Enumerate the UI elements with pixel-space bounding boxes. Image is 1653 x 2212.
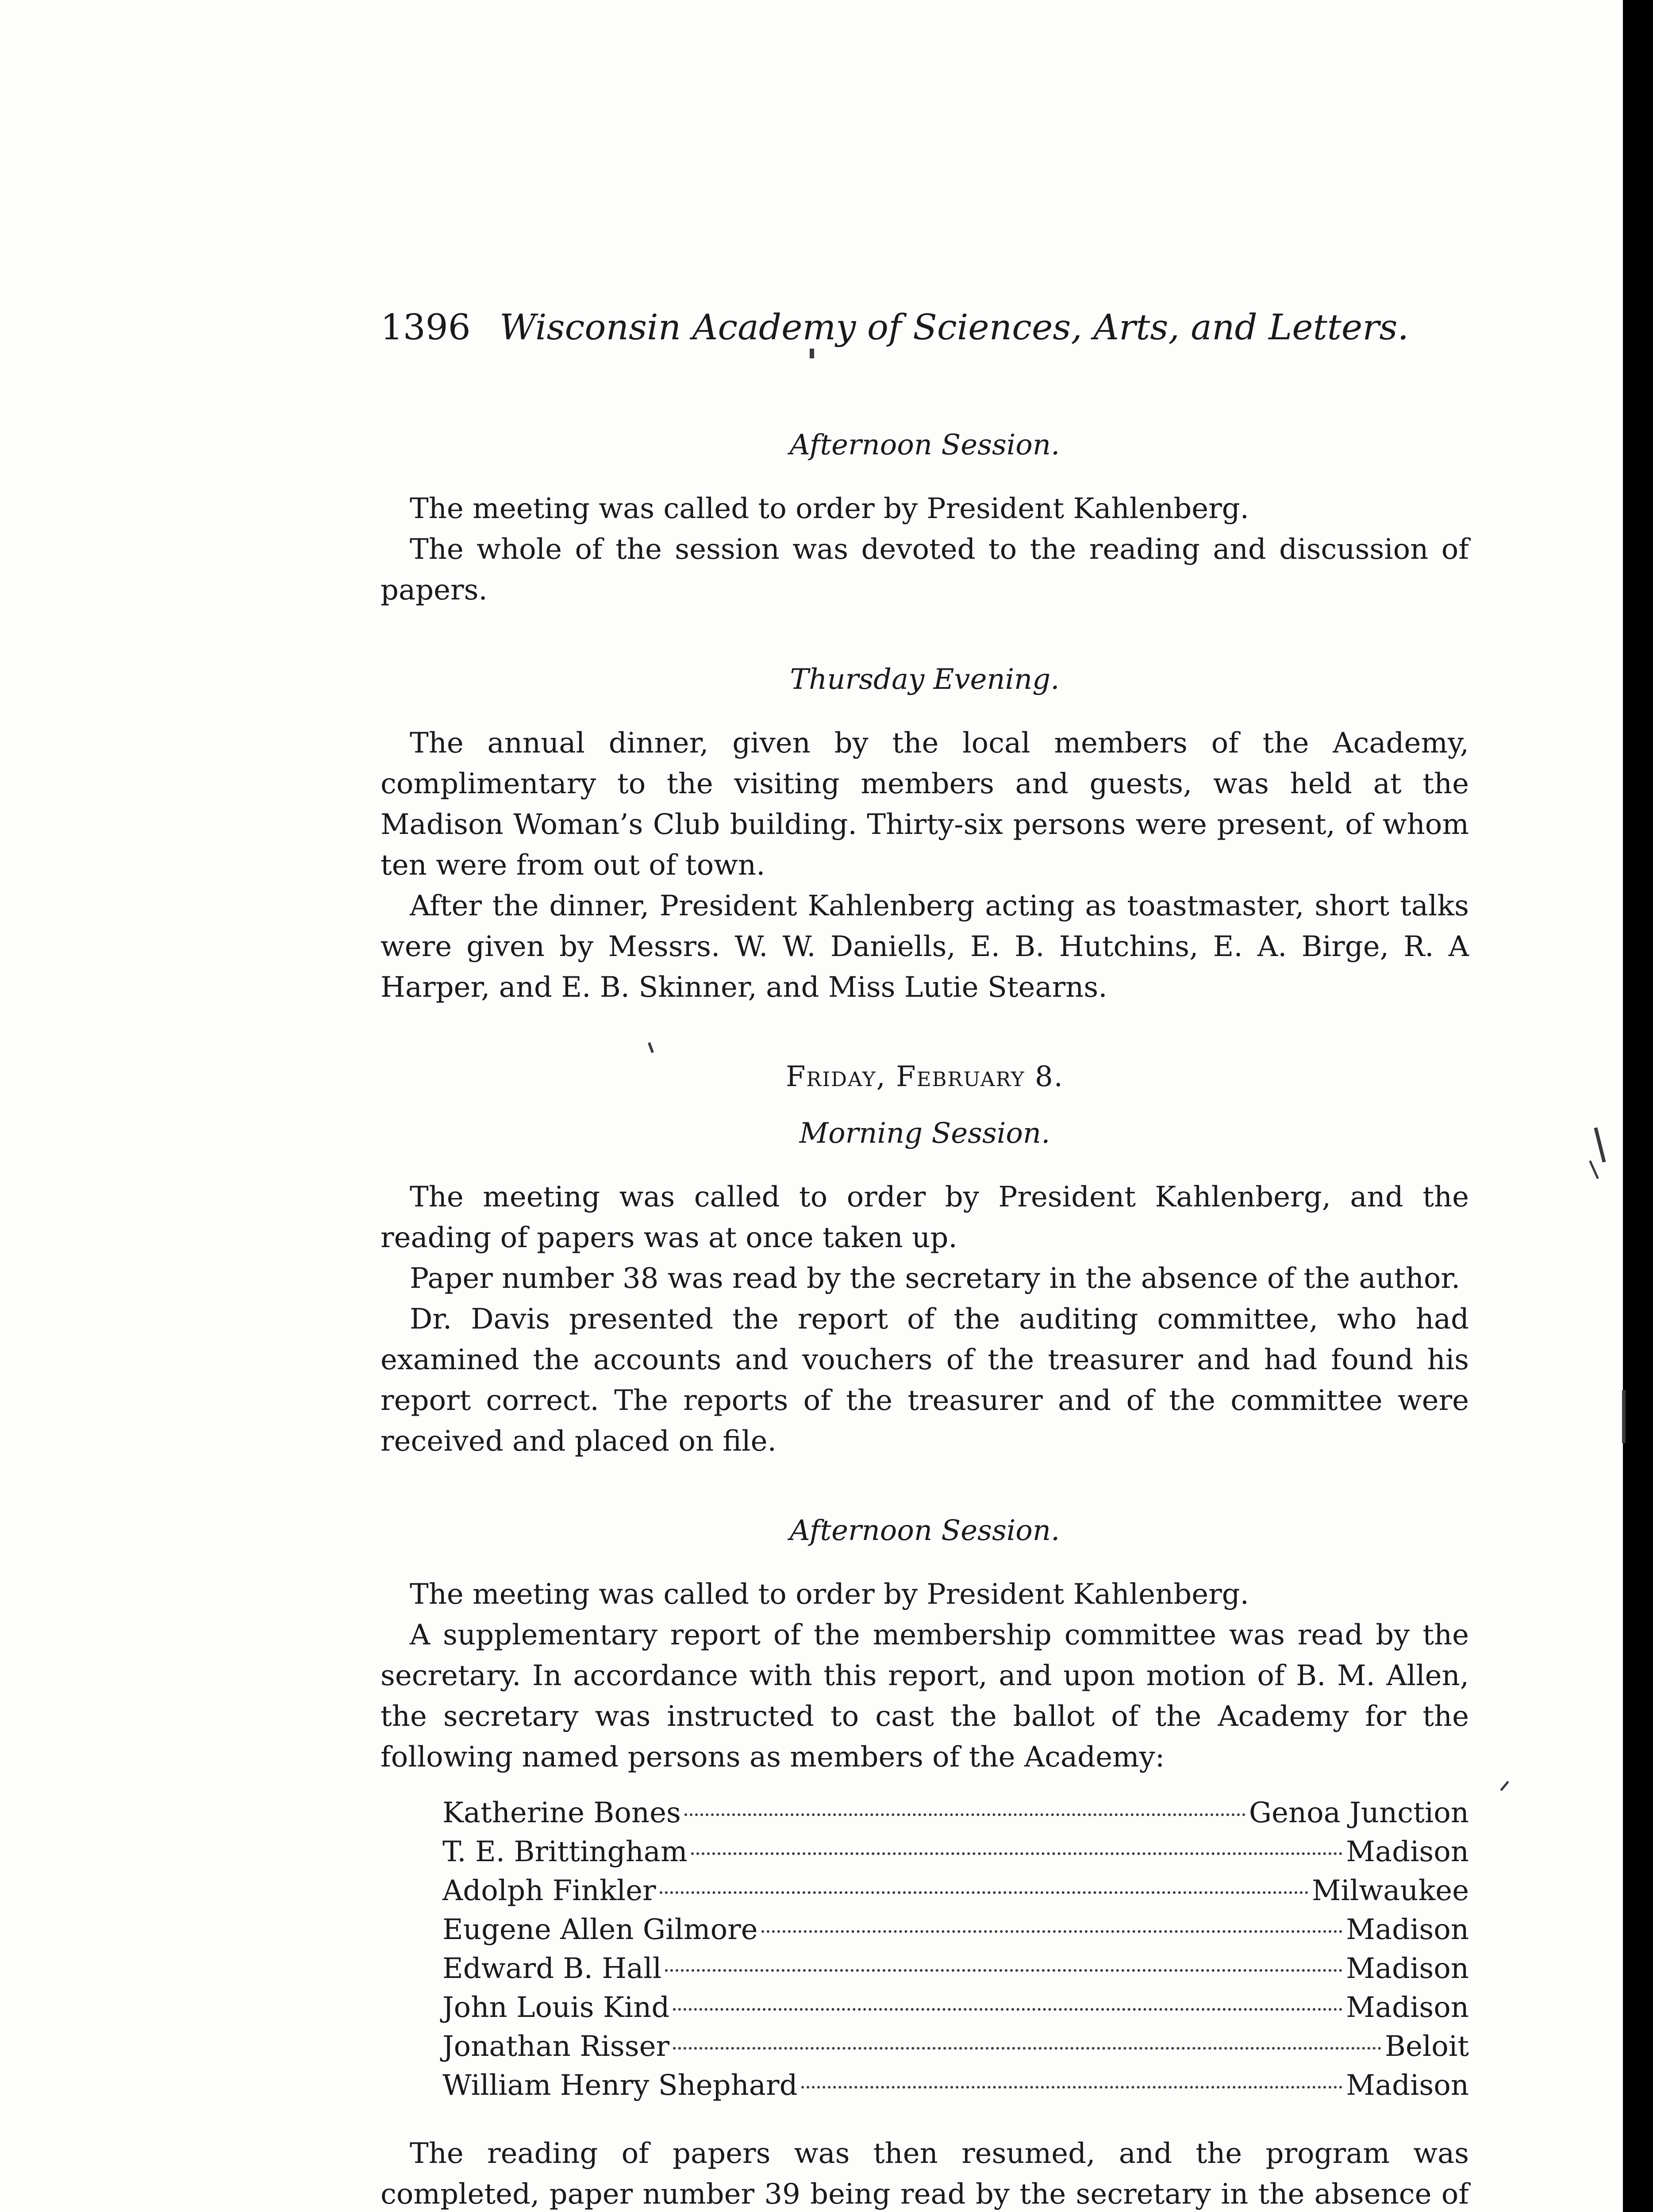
member-list — [381, 1793, 1469, 2105]
member-place: Milwaukee — [1311, 1874, 1469, 1907]
paragraph: The whole of the session was devoted to the reading and discussion of papers. — [381, 533, 1469, 607]
paragraph: The reading of papers was then resumed, and the program was completed, paper number 39 being read by the secretary in the absence of — [381, 2137, 1469, 2211]
paragraph: A supplementary report of the membership committee was read by the secretary. In accordance with this report, and upon motion of B. M. Allen, the secretary was instructed to cast the ballot of the Academy for the following named persons as members of the Academy: — [381, 1619, 1469, 1774]
running-title: Wisconsin Academy of Sciences, Arts, and Letters. — [500, 307, 1409, 348]
dot-leader — [660, 1891, 1308, 1894]
section-heading: Afternoon Session. — [789, 429, 1060, 461]
paragraph: The meeting was called to order by President Kahlenberg. — [410, 492, 1249, 525]
member-entry — [381, 2066, 1469, 2105]
paragraph: The annual dinner, given by the local members of the Academy, complimentary to the visiting members and guests, was held at the Madison Woman’s Club building. Thirty-six persons were present, of whom ten were from out of town. — [381, 727, 1469, 882]
friday-morning-section — [381, 1113, 1469, 1462]
member-place: Madison — [1346, 1952, 1469, 1985]
member-name: Eugene Allen Gilmore — [442, 1913, 758, 1946]
member-entry — [381, 1910, 1469, 1949]
member-name: Jonathan Risser — [442, 2030, 670, 2063]
section-heading: Thursday Evening. — [790, 663, 1060, 696]
member-place: Madison — [1346, 1991, 1469, 2024]
dot-leader — [684, 1813, 1246, 1816]
section-heading: Afternoon Session. — [789, 1514, 1060, 1547]
member-name: William Henry Shephard — [442, 2069, 798, 2102]
paragraph: Dr. Davis presented the report of the auditing committee, who had examined the accounts and vouchers of the treasurer and had found his report correct. The reports of the treasurer and of the committee were received and placed on file. — [381, 1303, 1469, 1458]
member-place: Genoa Junction — [1249, 1797, 1469, 1829]
dot-leader — [665, 1969, 1342, 1972]
member-entry — [381, 1988, 1469, 2027]
day-heading: Friday, February 8. — [785, 1060, 1064, 1093]
member-place: Madison — [1346, 2069, 1469, 2102]
paragraph: The meeting was called to order by President Kahlenberg, and the reading of papers was at once taken up. — [381, 1181, 1469, 1254]
section-heading: Morning Session. — [799, 1117, 1050, 1150]
speck — [1622, 1390, 1626, 1443]
member-entry — [381, 1949, 1469, 1988]
member-place: Madison — [1346, 1836, 1469, 1868]
member-entry — [381, 1871, 1469, 1910]
dot-leader — [801, 2086, 1343, 2089]
paragraph: Paper number 38 was read by the secretary in the absence of the author. — [410, 1262, 1461, 1295]
member-place: Beloit — [1384, 2030, 1469, 2063]
paragraph: After the dinner, President Kahlenberg acting as toastmaster, short talks were given by Messrs. W. W. Daniells, E. B. Hutchins, E. A. Birge, R. A Harper, and E. B. Skinner, and Miss Lutie Stearns. — [381, 890, 1469, 1004]
thursday-evening-section — [381, 659, 1469, 1008]
member-name: Katherine Bones — [442, 1797, 681, 1829]
scan-edge — [1623, 0, 1653, 2212]
member-name: T. E. Brittingham — [442, 1836, 688, 1868]
dot-leader — [673, 2047, 1381, 2050]
member-entry — [381, 2027, 1469, 2066]
member-name: Edward B. Hall — [442, 1952, 662, 1985]
dot-leader — [761, 1930, 1343, 1933]
dot-leader — [691, 1852, 1343, 1855]
page-content — [381, 305, 1469, 2212]
member-name: Adolph Finkler — [442, 1874, 656, 1907]
member-entry — [381, 1793, 1469, 1832]
friday-afternoon-section — [381, 1510, 1469, 2212]
thursday-afternoon-section — [381, 425, 1469, 611]
running-header — [381, 305, 1469, 349]
page-number: 1396 — [381, 307, 471, 348]
member-entry — [381, 1832, 1469, 1871]
member-name: John Louis Kind — [442, 1991, 670, 2024]
member-place: Madison — [1346, 1913, 1469, 1946]
dot-leader — [673, 2008, 1342, 2011]
paragraph: The meeting was called to order by President Kahlenberg. — [410, 1578, 1249, 1611]
